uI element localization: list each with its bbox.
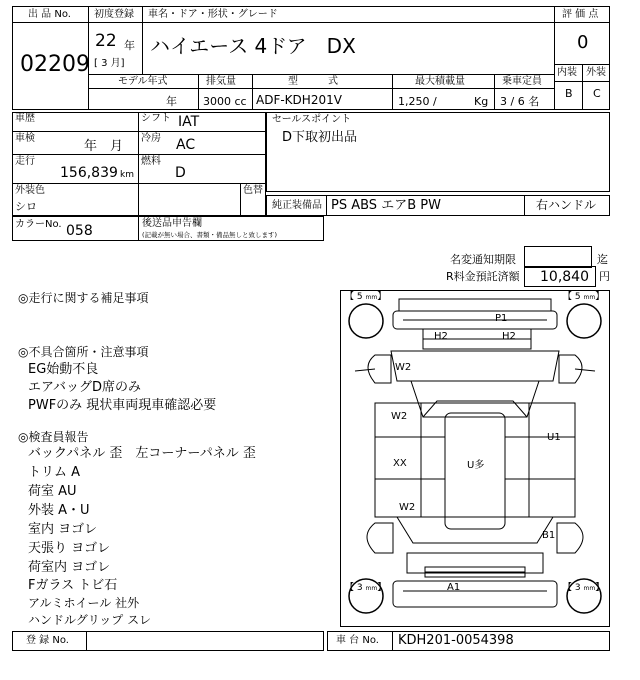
- mark-a1: A1: [447, 582, 461, 593]
- recycle-unit: 円: [599, 270, 610, 283]
- recycle-amount: 10,840: [540, 269, 589, 285]
- fuel-value: D: [175, 165, 186, 181]
- color-no-value: 058: [66, 223, 93, 239]
- inspector-item: ハンドルグリップ スレ: [28, 613, 152, 627]
- inspector-title: ◎検査員報告: [18, 430, 89, 444]
- mark-u-many: U多: [467, 460, 485, 471]
- recycle-label: R料金預託済額: [446, 270, 520, 283]
- name-change-unit: 迄: [597, 253, 608, 266]
- history-label: 車歴: [15, 113, 35, 124]
- defect-item: EG始動不良: [28, 362, 99, 377]
- mark-w2-top: W2: [395, 362, 412, 373]
- interior-label: 内装: [557, 67, 577, 78]
- lot-label: 出 品 No.: [28, 9, 71, 20]
- chassis-label: 車 台 No.: [336, 635, 379, 646]
- model-year-unit: 年: [166, 95, 177, 108]
- color-no-label: カラーNo.: [15, 219, 62, 230]
- displacement-label: 排気量: [206, 76, 236, 87]
- mark-u1: U1: [547, 432, 561, 443]
- reg-year-number: 22: [95, 31, 117, 51]
- type-value: ADF-KDH201V: [256, 93, 342, 107]
- mark-xx: XX: [393, 458, 407, 469]
- defect-item: PWFのみ 現状車両現車確認必要: [28, 398, 217, 413]
- tire-bottom-right: 【 3 mm】: [563, 583, 605, 593]
- tire-top-right: 【 5 mm】: [563, 292, 605, 302]
- reg-year-unit: 年: [124, 39, 135, 52]
- max-load-label: 最大積載量: [415, 76, 465, 87]
- color-change-label: 色替: [243, 185, 263, 196]
- details-table: [12, 112, 266, 216]
- first-reg-label: 初度登録: [94, 9, 134, 20]
- reg-no-label: 登 録 No.: [26, 635, 69, 646]
- exterior-label: 外装: [586, 67, 606, 78]
- ac-label: 冷房: [141, 133, 161, 144]
- max-load-value: 1,250 /: [398, 95, 437, 108]
- tire-top-left: 【 5 mm】: [345, 292, 387, 302]
- score-label: 評 価 点: [562, 9, 599, 20]
- car-name-label: 車名・ドア・形状・グレード: [148, 9, 278, 20]
- inspector-item: 荷室内 ヨゴレ: [28, 560, 111, 575]
- steering-value: 右ハンドル: [536, 198, 597, 212]
- capacity-value: 3 / 6 名: [500, 95, 540, 108]
- mark-p1: P1: [495, 313, 508, 324]
- mark-w2-mid: W2: [391, 411, 408, 422]
- inspector-item: トリム A: [28, 465, 81, 480]
- capacity-label: 乗車定員: [502, 76, 542, 87]
- mileage-label: 走行: [15, 156, 35, 167]
- mileage-value: 156,839: [60, 165, 118, 181]
- inspection-value: 年 月: [84, 139, 124, 154]
- ac-value: AC: [176, 137, 196, 153]
- inspection-label: 車検: [15, 133, 35, 144]
- shift-value: IAT: [178, 114, 200, 130]
- type-label: 型 式: [288, 76, 338, 87]
- model-year-label: モデル年式: [118, 76, 168, 87]
- mark-w2-bottom: W2: [399, 502, 416, 513]
- aftermarket-label: 後送品申告欄: [142, 218, 202, 229]
- inspector-item: 荷室 AU: [28, 484, 77, 499]
- inspector-item: アルミホイール 社外: [28, 596, 140, 610]
- defect-item: エアバッグD席のみ: [28, 380, 141, 395]
- exterior-color-value: シロ: [15, 200, 37, 213]
- shift-label: シフト: [141, 113, 171, 124]
- exterior-grade: C: [593, 87, 601, 100]
- score-value: 0: [577, 32, 589, 53]
- car-name: ハイエース 4ドア DX: [150, 34, 356, 58]
- equipment-items: PS ABS エアB PW: [331, 198, 441, 213]
- tire-bottom-left: 【 3 mm】: [345, 583, 387, 593]
- sales-point-text: D下取初出品: [282, 130, 358, 145]
- supplement-title: ◎走行に関する補足事項: [18, 291, 149, 305]
- name-change-label: 名変通知期限: [450, 253, 516, 266]
- inspector-item: 室内 ヨゴレ: [28, 522, 98, 537]
- sales-point-label: セールスポイント: [272, 114, 352, 125]
- lot-number: 02209: [20, 52, 90, 77]
- exterior-color-label: 外装色: [15, 185, 45, 196]
- aftermarket-note: (記載が無い場合、書類・備品無しと致します): [142, 231, 278, 239]
- chassis-number: KDH201-0054398: [398, 633, 514, 648]
- name-change-field: [524, 246, 592, 268]
- max-load-unit: Kg: [474, 95, 489, 108]
- inspector-item: 天張り ヨゴレ: [28, 541, 111, 556]
- inspector-item: Fガラス トビ石: [28, 578, 118, 593]
- mark-b1: B1: [542, 530, 556, 541]
- equipment-label: 純正装備品: [272, 200, 322, 211]
- mark-h2-left: H2: [434, 331, 448, 342]
- interior-grade: B: [565, 87, 573, 100]
- mileage-unit: km: [120, 170, 134, 180]
- reg-month: [ 3 月]: [94, 58, 125, 69]
- mark-h2-right: H2: [502, 331, 516, 342]
- car-diagram: [340, 290, 610, 627]
- displacement-value: 3000 cc: [203, 95, 247, 108]
- defects-title: ◎不具合箇所・注意事項: [18, 345, 149, 359]
- fuel-label: 燃料: [141, 156, 161, 167]
- inspector-item: バックパネル 歪 左コーナーパネル 歪: [28, 446, 256, 461]
- inspector-item: 外装 A・U: [28, 503, 90, 518]
